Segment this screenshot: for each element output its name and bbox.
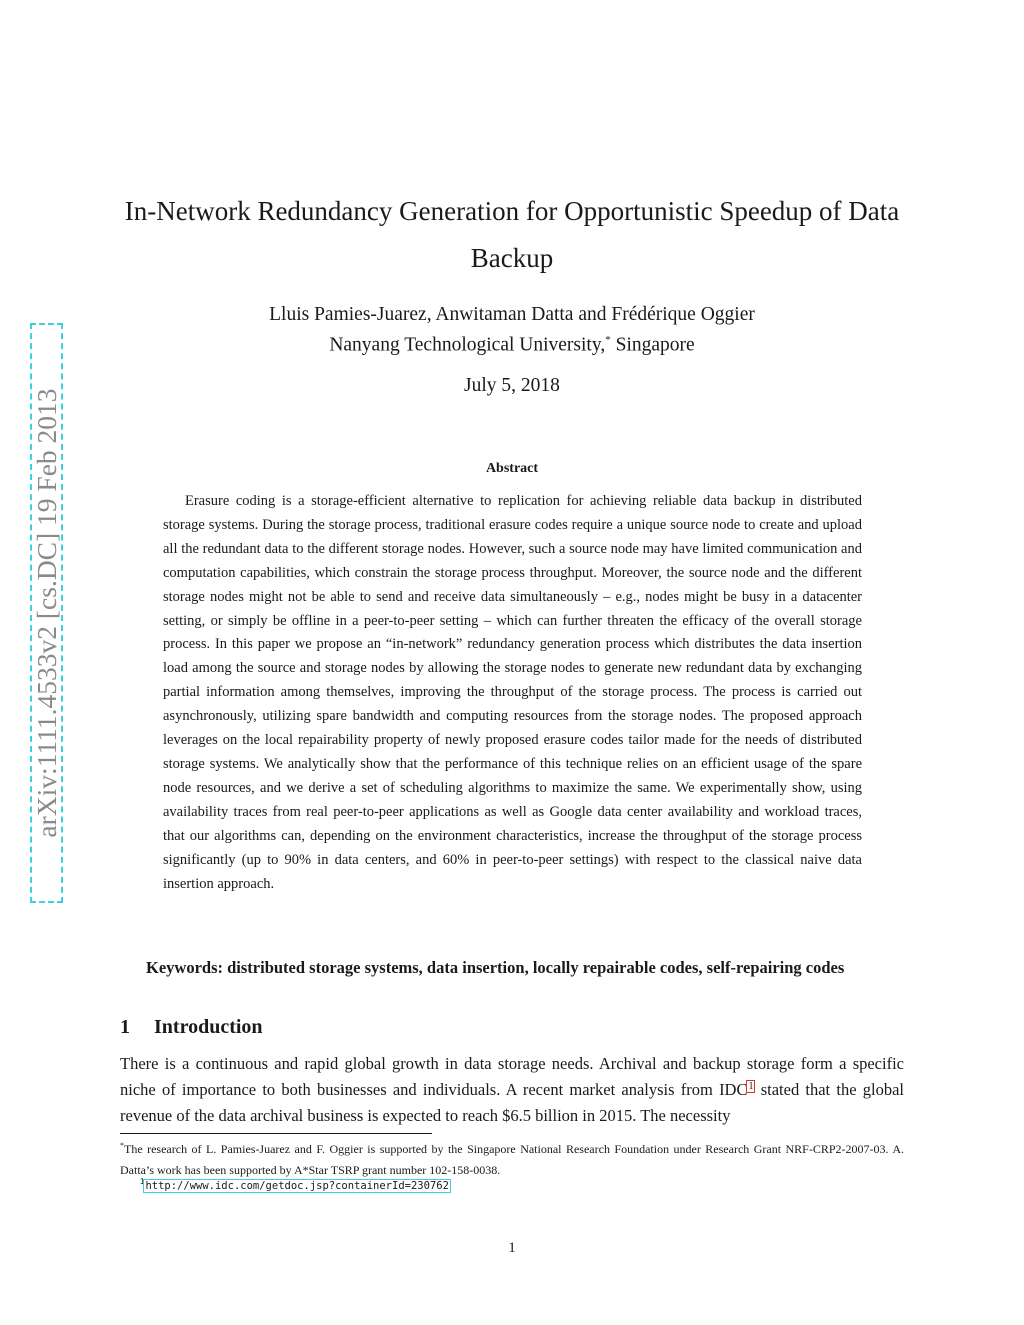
affiliation-country: Singapore <box>610 334 695 356</box>
footnote-funding-text: The research of L. Pamies-Juarez and F. Oggier is supported by the Singapore National Research Foundation under Research Grant NRF-CRP2-2007-03. A. Datta’s work has been supported by A*Star TSRP grant number 102-158-0038. <box>120 1142 904 1177</box>
section-heading <box>120 1016 263 1039</box>
authors: Lluis Pamies-Juarez, Anwitaman Datta and Frédérique Oggier <box>269 304 755 325</box>
arxiv-stamp[interactable] <box>30 323 63 903</box>
page-number: 1 <box>508 1240 516 1256</box>
paper-title: In-Network Redundancy Generation for Opportunistic Speedup of Data Backup <box>124 196 900 273</box>
intro-text-before: There is a continuous and rapid global growth in data storage needs. Archival and backup storage form a specific niche of importance to both businesses and individuals. A recent market analysis from IDC <box>120 1054 904 1099</box>
abstract-body: Erasure coding is a storage-efficient alternative to replication for achieving reliable data backup in distributed storage systems. During the storage process, traditional erasure codes require a unique source node to create and upload all the redundant data to the different storage nodes. However, such a source node may have limited communication and computation capabilities, which constrain the storage process throughput. Moreover, the source node and the different storage nodes might not be able to send and receive data simultaneously – e.g., nodes might be busy in a datacenter setting, or simply be offline in a peer-to-peer setting – which can further threaten the efficacy of the overall storage process. In this paper we propose an “in-network” redundancy generation process which distributes the data insertion load among the source and storage nodes by allowing the storage nodes to generate new redundant data by exchanging partial information among themselves, improving the throughput of the storage process. The process is carried out asynchronously, utilizing spare bandwidth and computing resources from the storage nodes. The proposed approach leverages on the local repairability property of newly proposed erasure codes tailor made for the needs of distributed storage systems. We analytically show that the performance of this technique relies on an efficient usage of the spare node resources, and we derive a set of scheduling algorithms to maximize the same. We experimentally show, using availability traces from real peer-to-peer applications as well as Google data center availability and workload traces, that our algorithms can, depending on the environment characteristics, increase the throughput of the storage process significantly (up to 90% in data centers, and 60% in peer-to-peer settings) with respect to the classical naive data insertion approach. <box>163 493 862 892</box>
footnote-funding <box>120 1136 904 1180</box>
footnote-url <box>140 1177 450 1192</box>
footnote-rule <box>120 1133 432 1134</box>
intro-footnote-link[interactable]: 1 <box>748 1080 754 1092</box>
date: July 5, 2018 <box>464 375 560 396</box>
affiliation <box>100 334 924 357</box>
keywords: Keywords: distributed storage systems, data insertion, locally repairable codes, self-repairing codes <box>146 958 845 977</box>
intro-paragraph <box>120 1051 904 1129</box>
section-number: 1 <box>120 1016 130 1038</box>
section-title: Introduction <box>154 1016 263 1038</box>
arxiv-stamp-text: arXiv:1111.4533v2 [cs.DC] 19 Feb 2013 <box>30 388 62 838</box>
footnote-funding-mark: * <box>120 1141 124 1150</box>
abstract-heading: Abstract <box>485 461 539 476</box>
intro-text-after: stated that the global revenue of the data archival business is expected to reach $6.5 billion in 2015. The necessity <box>120 1080 904 1125</box>
footnote-url-mark: 1 <box>140 1177 145 1186</box>
affiliation-footnote-mark[interactable]: * <box>605 334 611 346</box>
affiliation-name: Nanyang Technological University, <box>329 334 606 356</box>
footnote-url-link[interactable]: http://www.idc.com/getdoc.jsp?containerId=230762 <box>145 1180 449 1192</box>
